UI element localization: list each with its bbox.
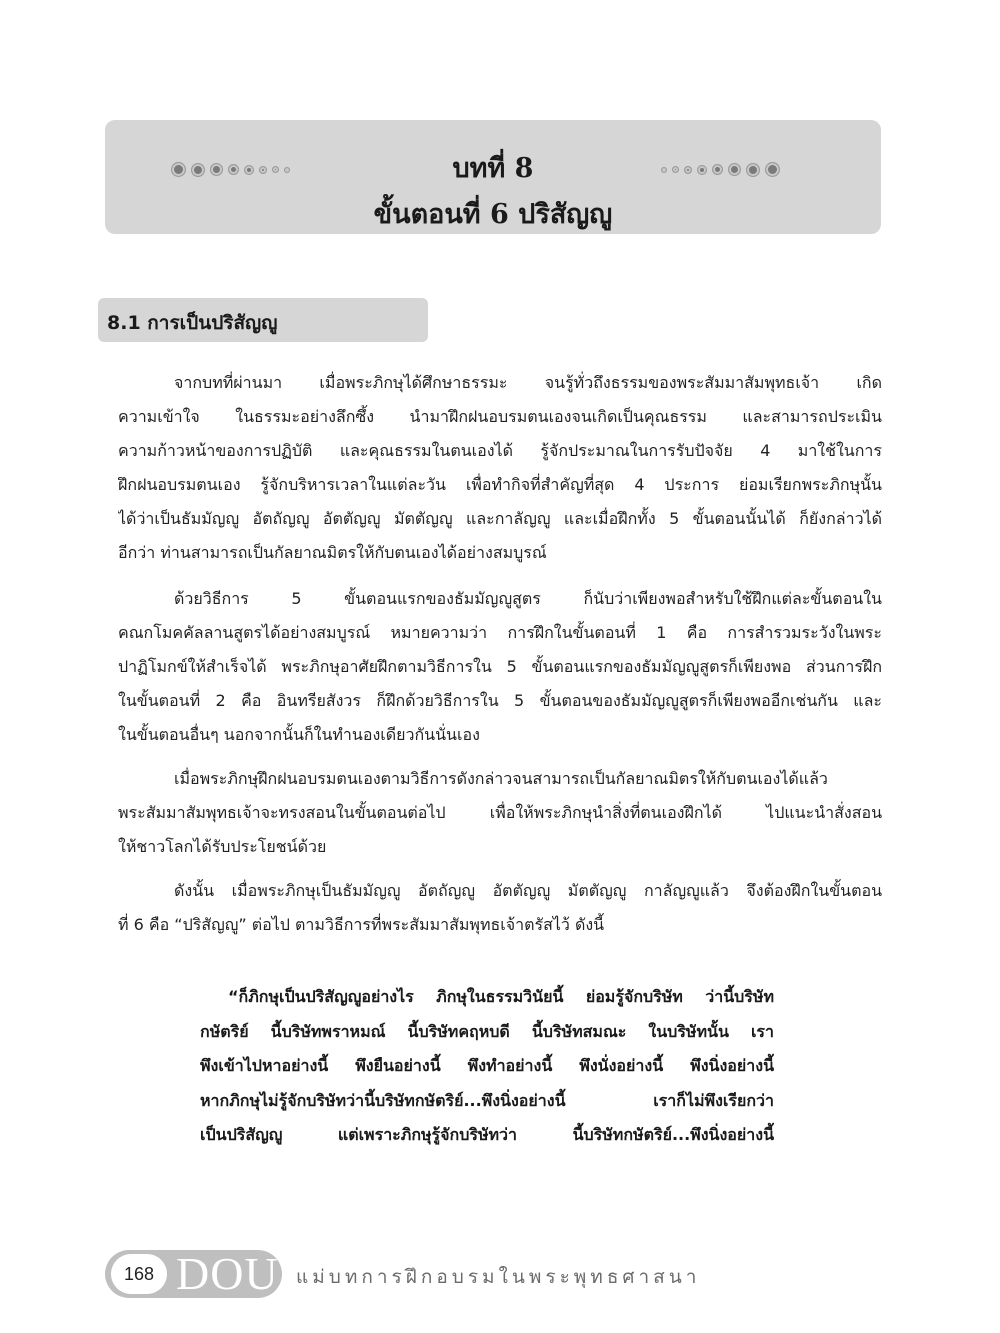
chapter-banner bbox=[105, 120, 881, 234]
chapter-title: บทที่ 8 bbox=[452, 153, 534, 184]
text-line: ด้วยวิธีการ 5 ขั้นตอนแรกของธัมมัญญูสูตร ก็นับว่าเพียงพอสำหรับใช้ฝึกแต่ละขั้นตอนใน bbox=[174, 589, 882, 608]
text-line: เมื่อพระภิกษุฝึกฝนอบรมตนเองตามวิธีการดังกล่าวจนสามารถเป็นกัลยาณมิตรให้กับตนเองได้แล้ว bbox=[174, 769, 828, 788]
text-line: อีกว่า ท่านสามารถเป็นกัลยาณมิตรให้กับตนเองได้อย่างสมบูรณ์ bbox=[118, 543, 547, 562]
quote-line: กษัตริย์ นี้บริษัทพราหมณ์ นี้บริษัทคฤหบดี นี้บริษัทสมณะ ในบริษัทนั้น เรา bbox=[200, 1021, 774, 1041]
text-line: จากบทที่ผ่านมา เมื่อพระภิกษุได้ศึกษาธรรมะ จนรู้ทั่วถึงธรรมของพระสัมมาสัมพุทธเจ้า เกิด bbox=[174, 373, 882, 392]
text-line: ความเข้าใจ ในธรรมะอย่างลึกซึ้ง นำมาฝึกฝนอบรมตนเองจนเกิดเป็นคุณธรรม และสามารถประเมิน bbox=[118, 407, 882, 426]
scripture-quote bbox=[200, 980, 774, 1153]
paragraph-1 bbox=[118, 366, 882, 570]
paragraph-3 bbox=[118, 762, 882, 864]
section-heading-text: 8.1 การเป็นปริสัญญู bbox=[107, 312, 278, 334]
page-number: 168 bbox=[111, 1254, 167, 1294]
text-line: คณกโมคคัลลานสูตรได้อย่างสมบูรณ์ หมายความว่า การฝึกในขั้นตอนที่ 1 คือ การสำรวมระวังในพระ bbox=[118, 623, 882, 642]
quote-line: พึงเข้าไปหาอย่างนี้ พึงยืนอย่างนี้ พึงทำอย่างนี้ พึงนั่งอย่างนี้ พึงนิ่งอย่างนี้ bbox=[200, 1056, 774, 1075]
text-line: ที่ 6 คือ “ปริสัญญู” ต่อไป ตามวิธีการที่พระสัมมาสัมพุทธเจ้าตรัสไว้ ดังนี้ bbox=[118, 915, 605, 934]
quote-line: หากภิกษุไม่รู้จักบริษัทว่านี้บริษัทกษัตริย์...พึงนิ่งอย่างนี้ เราก็ไม่พึงเรียกว่า bbox=[200, 1090, 774, 1110]
text-line: ปาฏิโมกข์ให้สำเร็จได้ พระภิกษุอาศัยฝึกตามวิธีการใน 5 ขั้นตอนแรกของธัมมัญญูสูตรก็เพียงพอ ส่วนการฝึก bbox=[118, 657, 882, 676]
quote-line: เป็นปริสัญญู แต่เพราะภิกษุรู้จักบริษัทว่า นี้บริษัทกษัตริย์...พึงนิ่งอย่างนี้ bbox=[200, 1125, 774, 1144]
text-line: ในขั้นตอนที่ 2 คือ อินทรียสังวร ก็ฝึกด้วยวิธีการใน 5 ขั้นตอนของธัมมัญญูสูตรก็เพียงพออีกเช่นกัน และ bbox=[118, 691, 882, 710]
text-line: ได้ว่าเป็นธัมมัญญู อัตถัญญู อัตตัญญู มัตตัญญู และกาลัญญู และเมื่อฝึกทั้ง 5 ขั้นตอนนั้นได้ ก็ยังกล่าวได้ bbox=[118, 509, 882, 528]
text-line: ความก้าวหน้าของการปฏิบัติ และคุณธรรมในตนเองได้ รู้จักประมาณในการรับปัจจัย 4 มาใช้ในการ bbox=[118, 441, 882, 460]
book-title: แม่บทการฝึกอบรมในพระพุทธศาสนา bbox=[296, 1266, 701, 1288]
paragraph-4 bbox=[118, 874, 882, 942]
dou-logo: DOU bbox=[176, 1248, 279, 1299]
section-heading bbox=[98, 298, 428, 342]
decorative-dots-right bbox=[661, 162, 780, 177]
text-line: พระสัมมาสัมพุทธเจ้าจะทรงสอนในขั้นตอนต่อไป เพื่อให้พระภิกษุนำสิ่งที่ตนเองฝึกได้ ไปแนะนำสั่งสอน bbox=[118, 803, 882, 822]
text-line: ให้ชาวโลกได้รับประโยชน์ด้วย bbox=[118, 837, 327, 856]
text-line: ดังนั้น เมื่อพระภิกษุเป็นธัมมัญญู อัตถัญญู อัตตัญญู มัตตัญญู กาลัญญูแล้ว จึงต้องฝึกในขั้นตอน bbox=[174, 881, 882, 900]
paragraph-2 bbox=[118, 582, 882, 752]
text-line: ในขั้นตอนอื่นๆ นอกจากนั้นก็ในทำนองเดียวกันนั่นเอง bbox=[118, 725, 480, 744]
quote-line: “ก็ภิกษุเป็นปริสัญญูอย่างไร ภิกษุในธรรมวินัยนี้ ย่อมรู้จักบริษัท ว่านี้บริษัท bbox=[228, 987, 774, 1006]
chapter-subtitle: ขั้นตอนที่ 6 ปริสัญญู bbox=[373, 199, 613, 230]
text-line: ฝึกฝนอบรมตนเอง รู้จักบริหารเวลาในแต่ละวัน เพื่อทำกิจที่สำคัญที่สุด 4 ประการ ย่อมเรียกพระภิกษุนั้น bbox=[118, 475, 882, 494]
